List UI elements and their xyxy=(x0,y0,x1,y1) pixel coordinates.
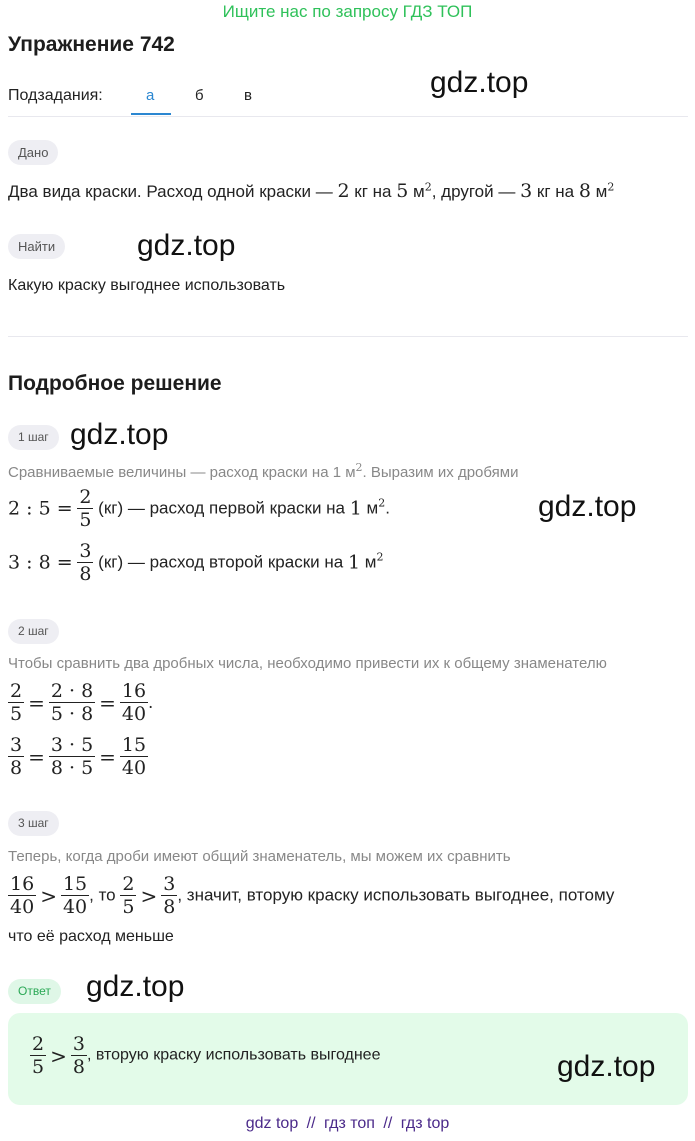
watermark: gdz.top xyxy=(430,66,529,99)
step3-badge: 3 шаг xyxy=(8,811,59,836)
divider xyxy=(8,116,688,117)
step1-description: Сравниваемые величины — расход краски на 1 $м^2$. Выразим их дробями xyxy=(8,461,519,481)
fraction: $\frac{2}{5}$ xyxy=(32,1033,45,1078)
footer-link-gdz-top-mixed[interactable]: гдз top xyxy=(400,1115,450,1132)
page-title: Упражнение 742 xyxy=(8,33,175,56)
step2-description: Чтобы сравнить два дробных числа, необходимо привести их к общему знаменателю xyxy=(8,655,607,672)
step3-conclusion: $\frac{16}{40}$ > $\frac{15}{40}$ , то $\frac{2}{5}$ > $\frac{3}{8}$ , значит, вторую краску использовать выгоднее, потому xyxy=(10,873,615,918)
step2-badge: 2 шаг xyxy=(8,619,59,644)
fraction: $\frac{2 \cdot 8}{5 \cdot 8}$ xyxy=(50,680,94,725)
watermark: gdz.top xyxy=(137,229,236,262)
fraction: $\frac{3 \cdot 5}{8 \cdot 5}$ xyxy=(50,734,94,779)
watermark: gdz.top xyxy=(538,490,637,523)
fraction: $\frac{15}{40}$ xyxy=(62,873,88,918)
watermark: gdz.top xyxy=(86,970,185,1003)
tab-a[interactable]: а xyxy=(146,87,155,104)
find-text: Какую краску выгоднее использовать xyxy=(8,277,286,294)
divider xyxy=(8,336,688,337)
fraction: $\frac{2}{5}$ xyxy=(10,680,23,725)
footer-link-gdz-top-ru[interactable]: гдз топ xyxy=(324,1115,375,1132)
step2-equation2: $\frac{3}{8}$ = $\frac{3 \cdot 5}{8 \cdot 5}$ = $\frac{15}{40}$ xyxy=(10,734,147,779)
tab-b[interactable]: б xyxy=(195,87,204,104)
fraction: $\frac{3}{8}$ xyxy=(163,873,176,918)
step3-conclusion-cont: что её расход меньше xyxy=(8,928,174,945)
fraction: $\frac{3}{8}$ xyxy=(79,540,92,585)
footer-links xyxy=(0,1115,695,1133)
fraction: $\frac{3}{8}$ xyxy=(72,1033,85,1078)
find-badge: Найти xyxy=(8,234,65,259)
fraction: $\frac{2}{5}$ xyxy=(79,486,92,531)
fraction: $\frac{16}{40}$ xyxy=(10,873,35,918)
answer-badge: Ответ xyxy=(8,979,61,1004)
solution-heading: Подробное решение xyxy=(8,372,222,395)
given-text: Два вида краски. Расход одной краски — 2 кг на 5 $м^2$, другой — 3 кг на 8 $м^2$ xyxy=(8,180,615,202)
step1-badge: 1 шаг xyxy=(8,425,59,450)
top-banner[interactable]: Ищите нас по запросу ГДЗ ТОП xyxy=(222,2,473,21)
footer-link-gdz-top[interactable]: gdz top xyxy=(245,1115,299,1132)
step1-line1: 2 : 5 = $\frac{2}{5}$ (кг) — расход первой краски на 1 $м^2$. xyxy=(8,486,390,531)
given-badge: Дано xyxy=(8,140,58,165)
fraction: $\frac{16}{40}$ xyxy=(121,680,147,725)
fraction: $\frac{2}{5}$ xyxy=(122,873,135,918)
footer-separator: // xyxy=(383,1115,393,1132)
footer-separator: // xyxy=(306,1115,316,1132)
step2-equation1: $\frac{2}{5}$ = $\frac{2 \cdot 8}{5 \cdot 8}$ = $\frac{16}{40}$ . xyxy=(10,680,154,725)
watermark: gdz.top xyxy=(70,418,169,451)
step1-line2: 3 : 8 = $\frac{3}{8}$ (кг) — расход второй краски на 1 $м^2$ xyxy=(8,540,384,585)
answer-text: $\frac{2}{5}$ > $\frac{3}{8}$ , вторую краску использовать выгоднее xyxy=(32,1033,381,1078)
watermark: gdz.top xyxy=(557,1050,656,1083)
step3-description: Теперь, когда дроби имеют общий знаменатель, мы можем их сравнить xyxy=(8,848,511,865)
tab-v[interactable]: в xyxy=(244,87,252,104)
fraction: $\frac{15}{40}$ xyxy=(121,734,147,779)
active-tab-indicator xyxy=(131,113,171,115)
fraction: $\frac{3}{8}$ xyxy=(10,734,23,779)
subtasks-label: Подзадания: xyxy=(8,87,103,104)
